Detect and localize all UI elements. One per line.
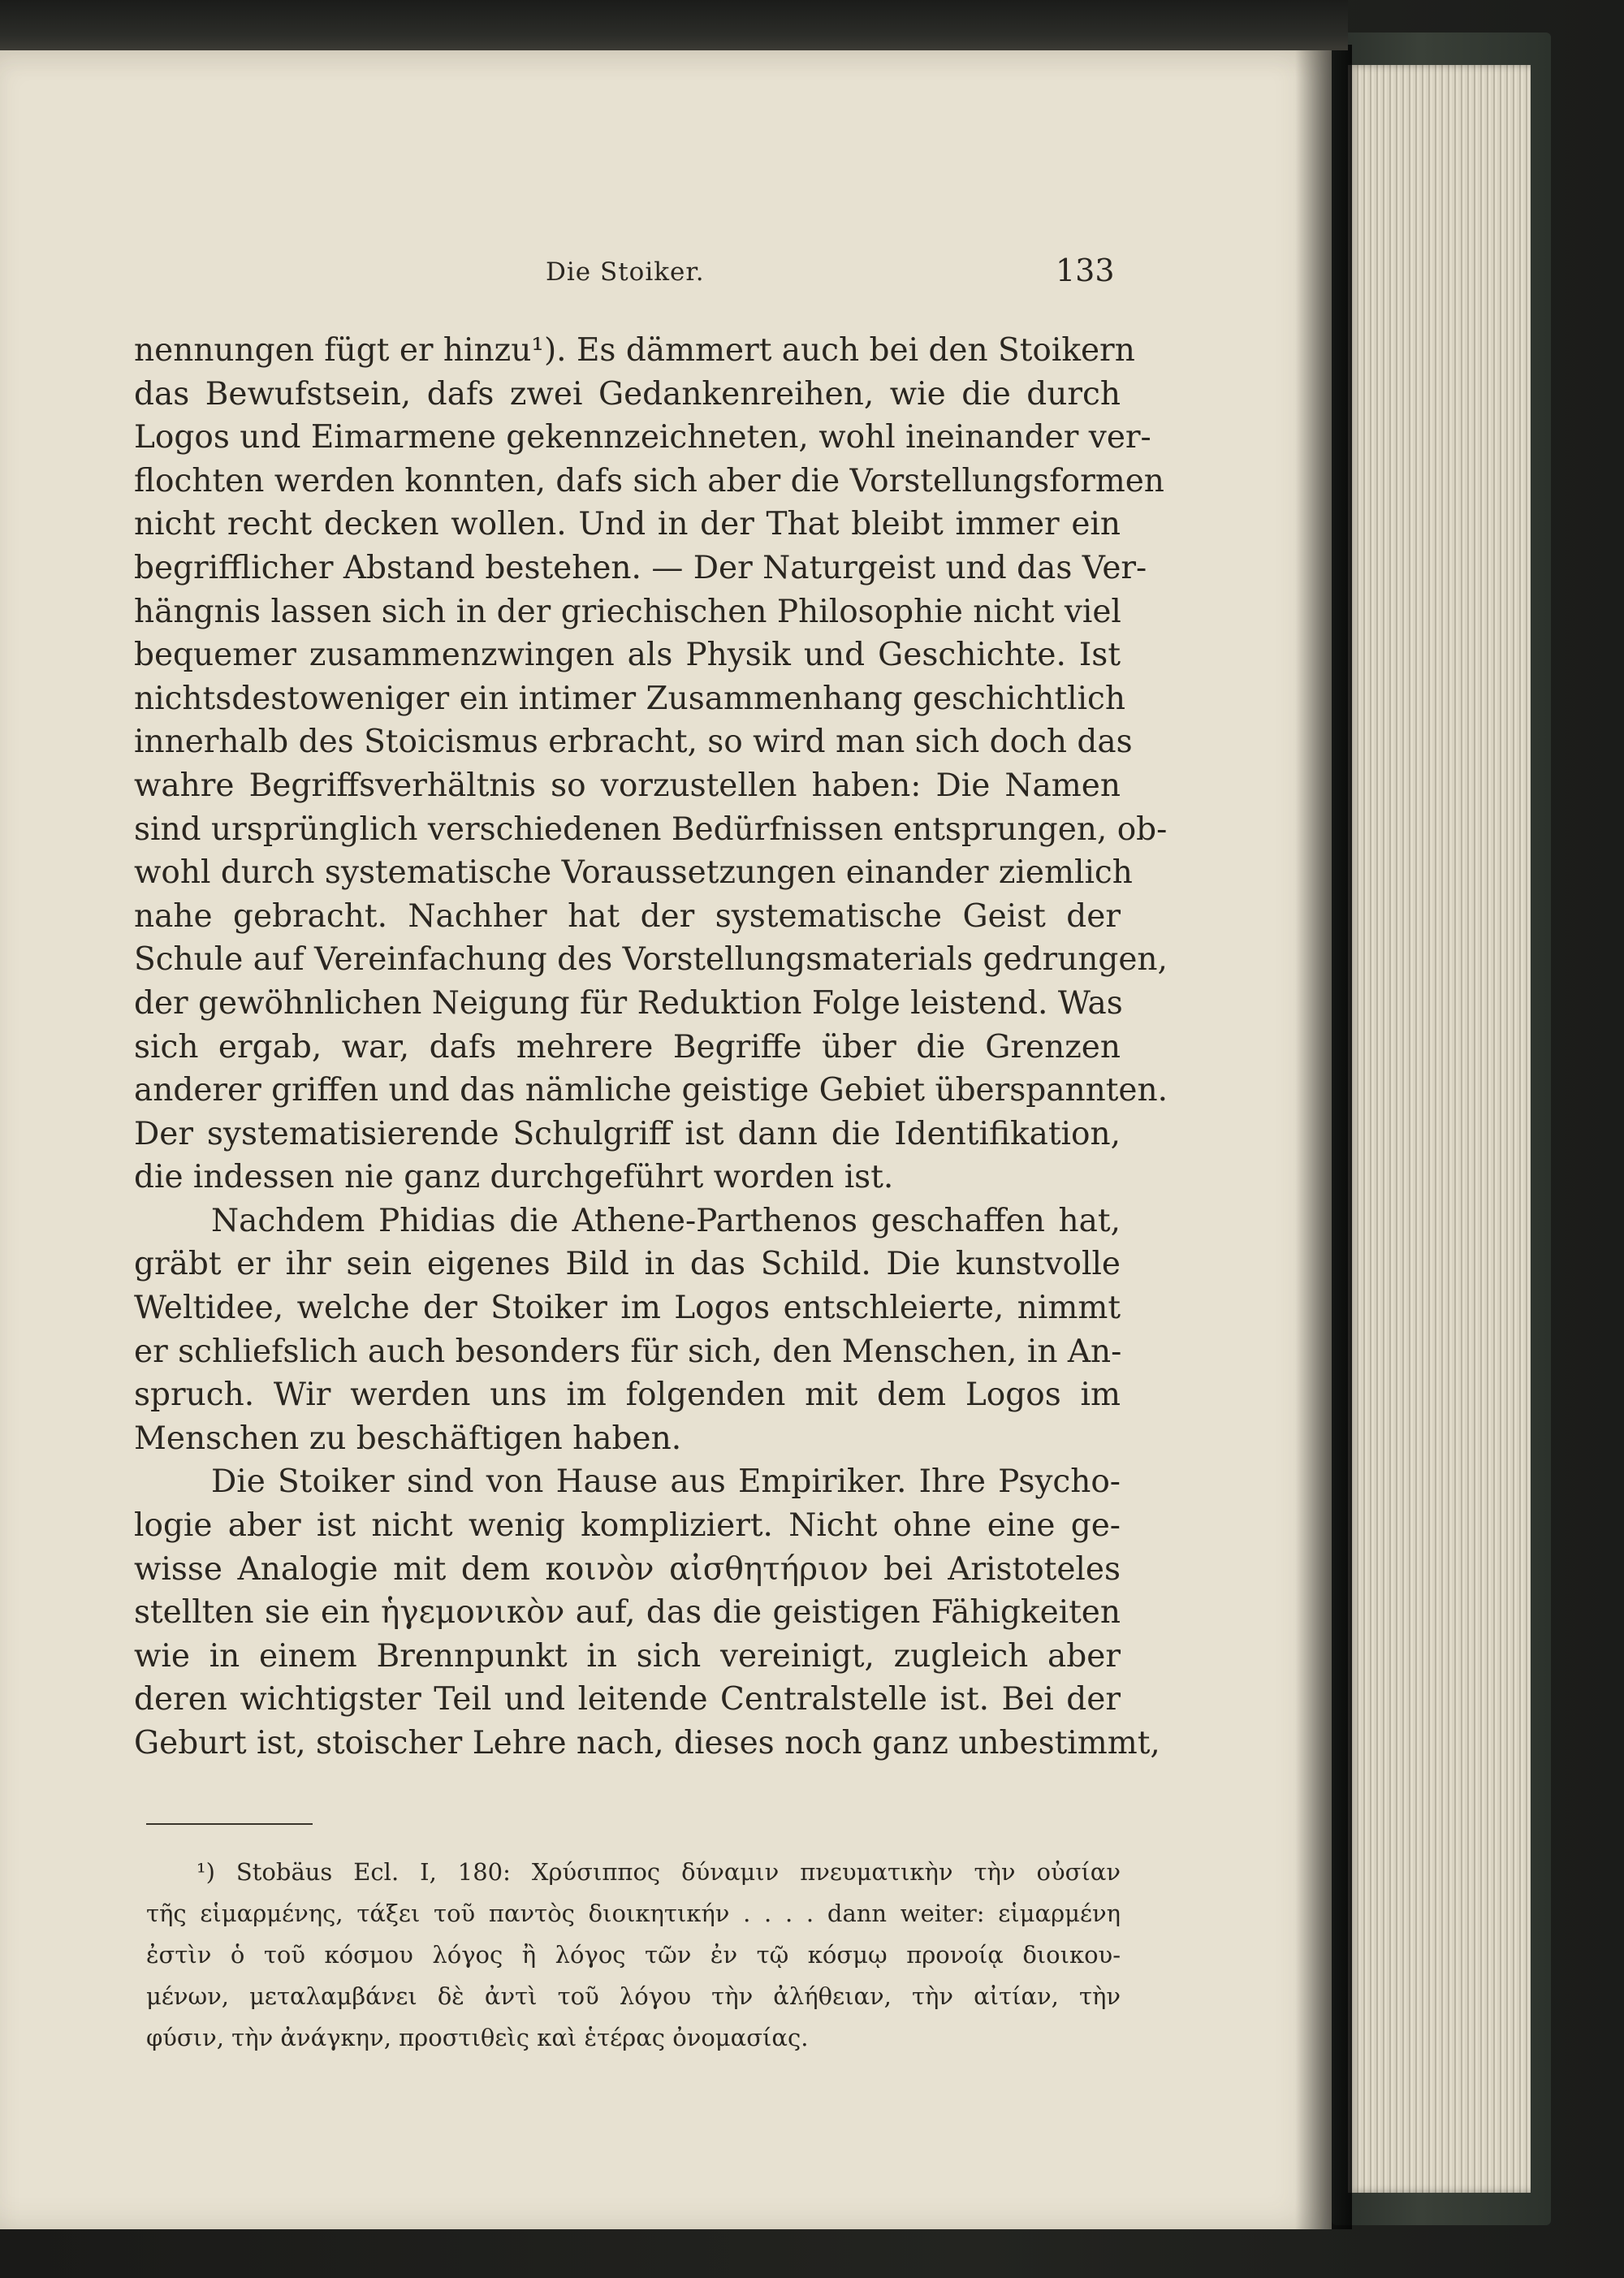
text-line: Weltidee, welche der Stoiker im Logos entschleierte, nimmt — [134, 1290, 1121, 1327]
text-line: anderer griffen und das nämliche geistige Gebiet überspannten. — [134, 1072, 1168, 1109]
text-line: nennungen fügt er hinzu¹). Es dämmert auch bei den Stoikern — [134, 332, 1135, 369]
text-line: er schliefslich auch besonders für sich, den Menschen, in An- — [134, 1333, 1122, 1370]
text-line: Schule auf Vereinfachung des Vorstellungsmaterials gedrungen, — [134, 941, 1168, 979]
text-line: sich ergab, war, dafs mehrere Begriffe über die Grenzen — [134, 1028, 1121, 1066]
text-line: Menschen zu beschäftigen haben. — [134, 1420, 682, 1457]
book-page — [0, 45, 1332, 2229]
footnotes — [146, 1852, 1121, 2059]
footnote-line: ¹) Stobäus Ecl. I, 180: Χρύσιππος δύναμιν πνευματικὴν τὴν οὐσίαν — [197, 1858, 1121, 1886]
text-line: sind ursprünglich verschiedenen Bedürfnissen entsprungen, ob- — [134, 810, 1168, 848]
text-line: wohl durch systematische Voraussetzungen einander ziemlich — [134, 854, 1133, 892]
page-number: 133 — [1056, 253, 1115, 288]
text-line: nahe gebracht. Nachher hat der systematische Geist der — [134, 897, 1121, 935]
running-head: Die Stoiker. — [546, 257, 705, 287]
footnote-line: μένων, μεταλαμβάνει δὲ ἀντὶ τοῦ λόγου τὴν ἀλήθειαν, τὴν αἰτίαν, τὴν — [146, 1982, 1121, 2010]
text-line: Nachdem Phidias die Athene-Parthenos geschaffen hat, — [211, 1202, 1121, 1239]
text-line: bequemer zusammenzwingen als Physik und Geschichte. Ist — [134, 637, 1121, 674]
text-line: wisse Analogie mit dem κοινὸν αἰσθητήριον bei Aristoteles — [134, 1550, 1121, 1588]
text-line: das Bewufstsein, dafs zwei Gedankenreihen, wie die durch — [134, 375, 1121, 413]
text-line: die indessen nie ganz durchgeführt worden ist. — [134, 1159, 894, 1196]
footnote-line: τῆς εἱμαρμένης, τάξει τοῦ παντὸς διοικητικήν . . . . dann weiter: εἱμαρμένη — [146, 1900, 1121, 1927]
text-line: gräbt er ihr sein eigenes Bild in das Schild. Die kunstvolle — [134, 1246, 1121, 1283]
footnote-line: φύσιν, τὴν ἀνάγκην, προστιθεὶς καὶ ἑτέρας ὀνομασίας. — [146, 2024, 809, 2051]
text-line: nichtsdestoweniger ein intimer Zusammenhang geschichtlich — [134, 680, 1126, 717]
text-line: begrifflicher Abstand bestehen. — Der Naturgeist und das Ver- — [134, 549, 1147, 586]
text-line: Geburt ist, stoischer Lehre nach, dieses noch ganz unbestimmt, — [134, 1725, 1160, 1761]
text-line: flochten werden konnten, dafs sich aber die Vorstellungsformen — [134, 462, 1164, 499]
page-edges — [1348, 65, 1531, 2193]
footnote-line: ἐστὶν ὁ τοῦ κόσμου λόγος ἢ λόγος τῶν ἐν τῷ κόσμῳ προνοίᾳ διοικου- — [146, 1941, 1121, 1969]
page-header — [0, 253, 1332, 298]
text-line: wahre Begriffsverhältnis so vorzustellen haben: Die Namen — [134, 767, 1121, 804]
text-line: Die Stoiker sind von Hause aus Empiriker. Ihre Psycho- — [211, 1463, 1121, 1501]
text-line: stellten sie ein ἡγεμονικὸν auf, das die geistigen Fähigkeiten — [134, 1594, 1121, 1632]
text-line: hängnis lassen sich in der griechischen Philosophie nicht viel — [134, 593, 1121, 630]
top-shadow — [0, 0, 1348, 50]
text-line: der gewöhnlichen Neigung für Reduktion Folge leistend. Was — [134, 984, 1123, 1022]
text-line: Der systematisierende Schulgriff ist dann die Identifikation, — [134, 1115, 1121, 1152]
text-line: wie in einem Brennpunkt in sich vereinigt, zugleich aber — [134, 1637, 1121, 1675]
body-text — [134, 329, 1168, 1766]
gutter-shadow — [1295, 45, 1352, 2229]
text-line: Logos und Eimarmene gekennzeichneten, wohl ineinander ver- — [134, 419, 1151, 456]
text-line: logie aber ist nicht wenig kompliziert. Nicht ohne eine ge- — [134, 1507, 1121, 1545]
text-line: deren wichtigster Teil und leitende Centralstelle ist. Bei der — [134, 1681, 1121, 1718]
text-line: spruch. Wir werden uns im folgenden mit dem Logos im — [134, 1377, 1121, 1414]
text-line: nicht recht decken wollen. Und in der That bleibt immer ein — [134, 506, 1121, 543]
footnote-divider — [146, 1823, 313, 1825]
text-line: innerhalb des Stoicismus erbracht, so wird man sich doch das — [134, 724, 1133, 761]
